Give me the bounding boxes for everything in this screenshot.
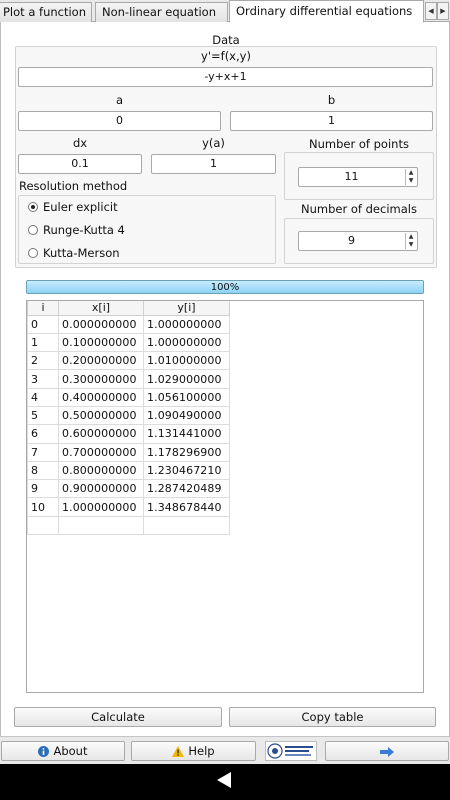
radio-kutta-merson-label: Kutta-Merson	[43, 246, 120, 260]
calculate-button[interactable]: Calculate	[14, 707, 222, 727]
cell-y[interactable]: 1.287420489	[144, 480, 230, 498]
cell-x[interactable]: 0.300000000	[59, 370, 144, 388]
cell-y[interactable]: 1.090490000	[144, 406, 230, 424]
cell-index[interactable]: 7	[28, 443, 59, 461]
spin-arrows-icon[interactable]: ▲ ▼	[405, 169, 416, 185]
about-button[interactable]	[1, 741, 125, 761]
radio-unselected-icon[interactable]	[28, 248, 38, 258]
ya-label: y(a)	[202, 136, 225, 150]
cell-index[interactable]	[28, 516, 59, 534]
cell-index[interactable]: 0	[28, 315, 59, 333]
spin-arrows-icon[interactable]: ▲ ▼	[405, 233, 416, 249]
a-input[interactable]: 0	[18, 111, 221, 131]
cell-y[interactable]: 1.348678440	[144, 498, 230, 516]
cell-y[interactable]: 1.029000000	[144, 370, 230, 388]
university-seal-icon	[266, 742, 316, 760]
radio-runge-kutta-label: Runge-Kutta 4	[43, 223, 125, 237]
cell-x[interactable]: 0.900000000	[59, 480, 144, 498]
points-spinbox[interactable]	[298, 167, 418, 187]
radio-selected-icon[interactable]	[28, 202, 38, 212]
dx-input[interactable]: 0.1	[18, 154, 142, 174]
decimals-label: Number of decimals	[301, 202, 417, 216]
arrow-right-icon	[380, 747, 394, 757]
progress-text: 100%	[210, 282, 240, 293]
table-row[interactable]	[28, 516, 230, 534]
radio-unselected-icon[interactable]	[28, 225, 38, 235]
decimals-value: 9	[348, 234, 355, 247]
cell-y[interactable]: 1.178296900	[144, 443, 230, 461]
cell-x[interactable]: 1.000000000	[59, 498, 144, 516]
table-row[interactable]	[28, 425, 230, 443]
a-label: a	[115, 93, 124, 107]
data-group-title: Data	[212, 33, 240, 47]
b-input[interactable]: 1	[230, 111, 433, 131]
method-title: Resolution method	[19, 179, 128, 193]
help-label: Help	[188, 744, 215, 758]
formula-input[interactable]: -y+x+1	[18, 67, 433, 87]
cell-x[interactable]: 0.000000000	[59, 315, 144, 333]
cell-x[interactable]: 0.800000000	[59, 461, 144, 479]
info-icon	[38, 746, 49, 757]
cell-y[interactable]: 1.131441000	[144, 425, 230, 443]
tab-scroll-right-icon[interactable]: ▶	[437, 2, 449, 20]
cell-index[interactable]: 8	[28, 461, 59, 479]
column-header-x[interactable]: x[i]	[59, 301, 144, 315]
dx-label: dx	[72, 136, 88, 150]
cell-y[interactable]	[144, 516, 230, 534]
cell-y[interactable]: 1.056100000	[144, 388, 230, 406]
table-row[interactable]	[28, 406, 230, 424]
cell-index[interactable]: 1	[28, 333, 59, 351]
tab-scroll-left-icon[interactable]: ◀	[425, 2, 437, 20]
about-label: About	[53, 744, 88, 758]
table-row[interactable]	[28, 388, 230, 406]
table-row[interactable]	[28, 352, 230, 370]
b-label: b	[327, 93, 336, 107]
copy-table-button[interactable]: Copy table	[229, 707, 436, 727]
bottom-bar	[0, 736, 450, 764]
cell-index[interactable]: 6	[28, 425, 59, 443]
ya-input[interactable]: 1	[151, 154, 276, 174]
points-value: 11	[344, 170, 359, 183]
column-header-y[interactable]: y[i]	[144, 301, 230, 315]
cell-index[interactable]: 3	[28, 370, 59, 388]
cell-x[interactable]: 0.600000000	[59, 425, 144, 443]
table-row[interactable]	[28, 443, 230, 461]
tab-plot-function[interactable]: Plot a function	[0, 2, 92, 22]
cell-x[interactable]: 0.400000000	[59, 388, 144, 406]
decimals-spinbox[interactable]	[298, 231, 418, 251]
cell-index[interactable]: 9	[28, 480, 59, 498]
progress-bar	[26, 280, 424, 294]
back-triangle-icon[interactable]	[217, 772, 231, 788]
radio-euler-label: Euler explicit	[43, 200, 118, 214]
cell-index[interactable]: 10	[28, 498, 59, 516]
cell-x[interactable]: 0.700000000	[59, 443, 144, 461]
cell-index[interactable]: 5	[28, 406, 59, 424]
cell-y[interactable]: 1.230467210	[144, 461, 230, 479]
cell-x[interactable]: 0.200000000	[59, 352, 144, 370]
table-row[interactable]	[28, 498, 230, 516]
table-row[interactable]	[28, 370, 230, 388]
cell-y[interactable]: 1.000000000	[144, 315, 230, 333]
tab-non-linear-equation[interactable]: Non-linear equation	[95, 2, 228, 22]
cell-index[interactable]: 2	[28, 352, 59, 370]
table-row[interactable]	[28, 461, 230, 479]
cell-x[interactable]: 0.500000000	[59, 406, 144, 424]
university-logo	[265, 741, 317, 761]
results-table[interactable]	[26, 300, 424, 693]
cell-y[interactable]: 1.000000000	[144, 333, 230, 351]
cell-x[interactable]: 0.100000000	[59, 333, 144, 351]
tab-ode[interactable]: Ordinary differential equations	[229, 0, 424, 23]
table-row[interactable]	[28, 480, 230, 498]
table-row[interactable]	[28, 315, 230, 333]
column-header-i[interactable]: i	[28, 301, 59, 315]
cell-x[interactable]	[59, 516, 144, 534]
cell-y[interactable]: 1.010000000	[144, 352, 230, 370]
formula-label: y'=f(x,y)	[201, 49, 251, 63]
help-button[interactable]	[131, 741, 256, 761]
points-label: Number of points	[309, 137, 409, 151]
next-button[interactable]	[325, 741, 449, 761]
warning-icon	[172, 746, 184, 757]
cell-index[interactable]: 4	[28, 388, 59, 406]
table-row[interactable]	[28, 333, 230, 351]
tab-bar	[0, 0, 450, 22]
